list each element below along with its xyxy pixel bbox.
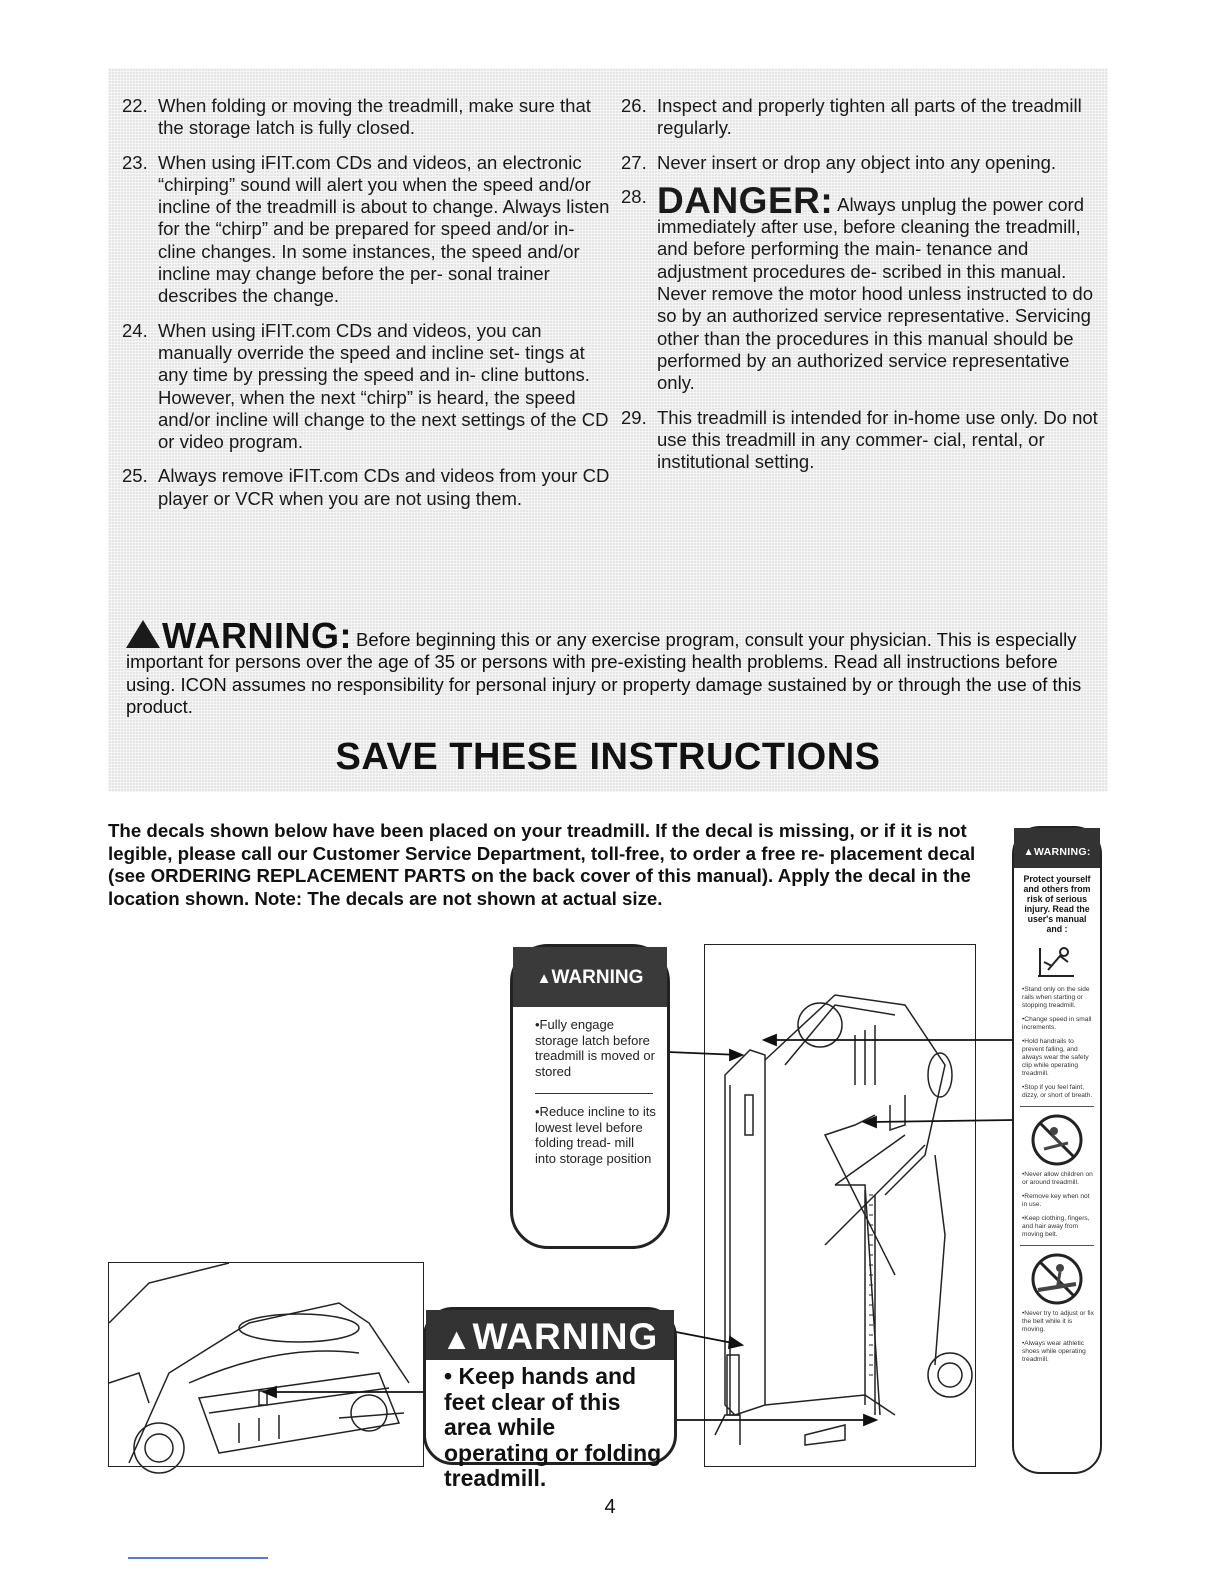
footer-rule bbox=[128, 1557, 268, 1559]
decal-title: WARNING bbox=[551, 967, 644, 988]
item-text: This treadmill is intended for in-home use only. Do not use this treadmill in any commer- cial, rental, or institutional setting. bbox=[657, 406, 1098, 473]
item-number: 29. bbox=[621, 406, 647, 428]
decal-header bbox=[426, 1310, 674, 1360]
decal-item: •Remove key when not in use. bbox=[1022, 1193, 1090, 1208]
decal-item: •Reduce incline to its lowest level before folding tread- mill into storage position bbox=[535, 1104, 656, 1166]
decal-title: WARNING bbox=[472, 1316, 659, 1357]
item-number: 22. bbox=[122, 95, 148, 116]
decal-item: •Stop if you feel faint, dizzy, or short of breath. bbox=[1022, 1084, 1093, 1099]
decal-item: •Hold handrails to prevent falling, and always wear the safety clip while operating treadmill. bbox=[1022, 1038, 1089, 1077]
save-instructions-heading: SAVE THESE INSTRUCTIONS bbox=[335, 736, 881, 778]
danger-label: DANGER: bbox=[657, 179, 834, 221]
warning-triangle-icon: ▲ bbox=[441, 1323, 473, 1356]
item-number: 26. bbox=[621, 95, 647, 116]
decal-item: •Never allow children on or around treadmill. bbox=[1022, 1171, 1093, 1186]
storage-latch-decal bbox=[510, 944, 670, 1249]
decal-item: •Always wear athletic shoes while operating treadmill. bbox=[1022, 1340, 1086, 1363]
decal-protect-text: Protect yourself and others from risk of serious injury. Read the user's manual and : bbox=[1023, 874, 1091, 934]
decal-item: •Stand only on the side rails when starting or stopping treadmill. bbox=[1022, 986, 1090, 1009]
no-adjust-belt-icon bbox=[1030, 1252, 1084, 1306]
hands-clear-decal bbox=[423, 1307, 677, 1492]
warning-triangle-icon: ▲ bbox=[1023, 846, 1035, 858]
warning-text: Before beginning this or any exercise program, consult your physician. This is especially important for persons over the age of 35 or persons with pre-existing health problems. Read all instructions before using. ICON assumes no responsibility for personal injury or property damage sustained by or through the use of this product. bbox=[126, 629, 1082, 718]
item-number: 28. bbox=[621, 185, 647, 207]
divider bbox=[1020, 1245, 1094, 1246]
item-number: 27. bbox=[621, 151, 647, 173]
divider bbox=[1020, 1106, 1094, 1107]
item-number: 25. bbox=[122, 465, 148, 487]
decal-header bbox=[1014, 828, 1100, 868]
decal-header bbox=[513, 947, 667, 1007]
warning-triangle-icon: ▲ bbox=[536, 970, 552, 987]
decal-item: •Change speed in small increments. bbox=[1022, 1016, 1092, 1031]
decal-body: • Keep hands and feet clear of this area while operating or folding treadmill. bbox=[444, 1363, 662, 1492]
item-text: Inspect and properly tighten all parts of the treadmill regularly. bbox=[657, 95, 1082, 139]
item-number: 23. bbox=[122, 151, 148, 173]
item-text: When using iFIT.com CDs and videos, an electronic “chirping” sound will alert you when the speed and/or incline of the treadmill is about to change. Always listen for the “chirp” and be prepared for speed and/or in- cline changes. In some instances, the speed and/or incline may change before the per- sonal trainer describes the change. bbox=[158, 151, 610, 307]
item-text: When using iFIT.com CDs and videos, you can manually override the speed and incline set- tings at any time by pressing the speed and in- cline buttons. However, when the next “chirp” is heard, the speed and/or incline will change to the next settings of the CD or video program. bbox=[158, 319, 609, 453]
warning-label: WARNING: bbox=[162, 615, 352, 656]
item-number: 24. bbox=[122, 319, 148, 341]
page-number: 4 bbox=[604, 1496, 616, 1518]
decal-item: •Fully engage storage latch before treadmill is moved or stored bbox=[535, 1017, 655, 1079]
no-children-icon bbox=[1030, 1113, 1084, 1167]
item-text: When folding or moving the treadmill, make sure that the storage latch is fully closed. bbox=[158, 95, 591, 139]
divider bbox=[535, 1093, 653, 1094]
decal-body bbox=[513, 1007, 667, 1166]
item-text: Always remove iFIT.com CDs and videos from your CD player or VCR when you are not using them. bbox=[158, 465, 610, 509]
decal-item: •Keep clothing, fingers, and hair away from moving belt. bbox=[1022, 1215, 1090, 1238]
read-manual-icon bbox=[1034, 942, 1080, 982]
danger-text: Always unplug the power cord immediately after use, before cleaning the treadmill, and before performing the main- tenance and adjustment procedures de- scribed in this manual. Never remove the motor hood unless instructed to do so by an authorized service representative. Servicing other than the procedures in this manual should be performed by an authorized service representative only. bbox=[657, 193, 1094, 394]
decal-intro: The decals shown below have been placed on your treadmill. If the decal is missing, or if it is not legible, please call our Customer Service Department, toll-free, to order a free re- placement decal (see ORDERING REPLACEMENT PARTS on the back cover of this manual). Apply the decal in the location shown. Note: The decals are not shown at actual size. bbox=[108, 820, 976, 909]
item-text: Never insert or drop any object into any opening. bbox=[657, 151, 1057, 173]
decal-item: •Never try to adjust or fix the belt while it is moving. bbox=[1022, 1310, 1094, 1333]
side-warning-decal bbox=[1012, 826, 1102, 1474]
decal-title: WARNING: bbox=[1034, 846, 1091, 858]
